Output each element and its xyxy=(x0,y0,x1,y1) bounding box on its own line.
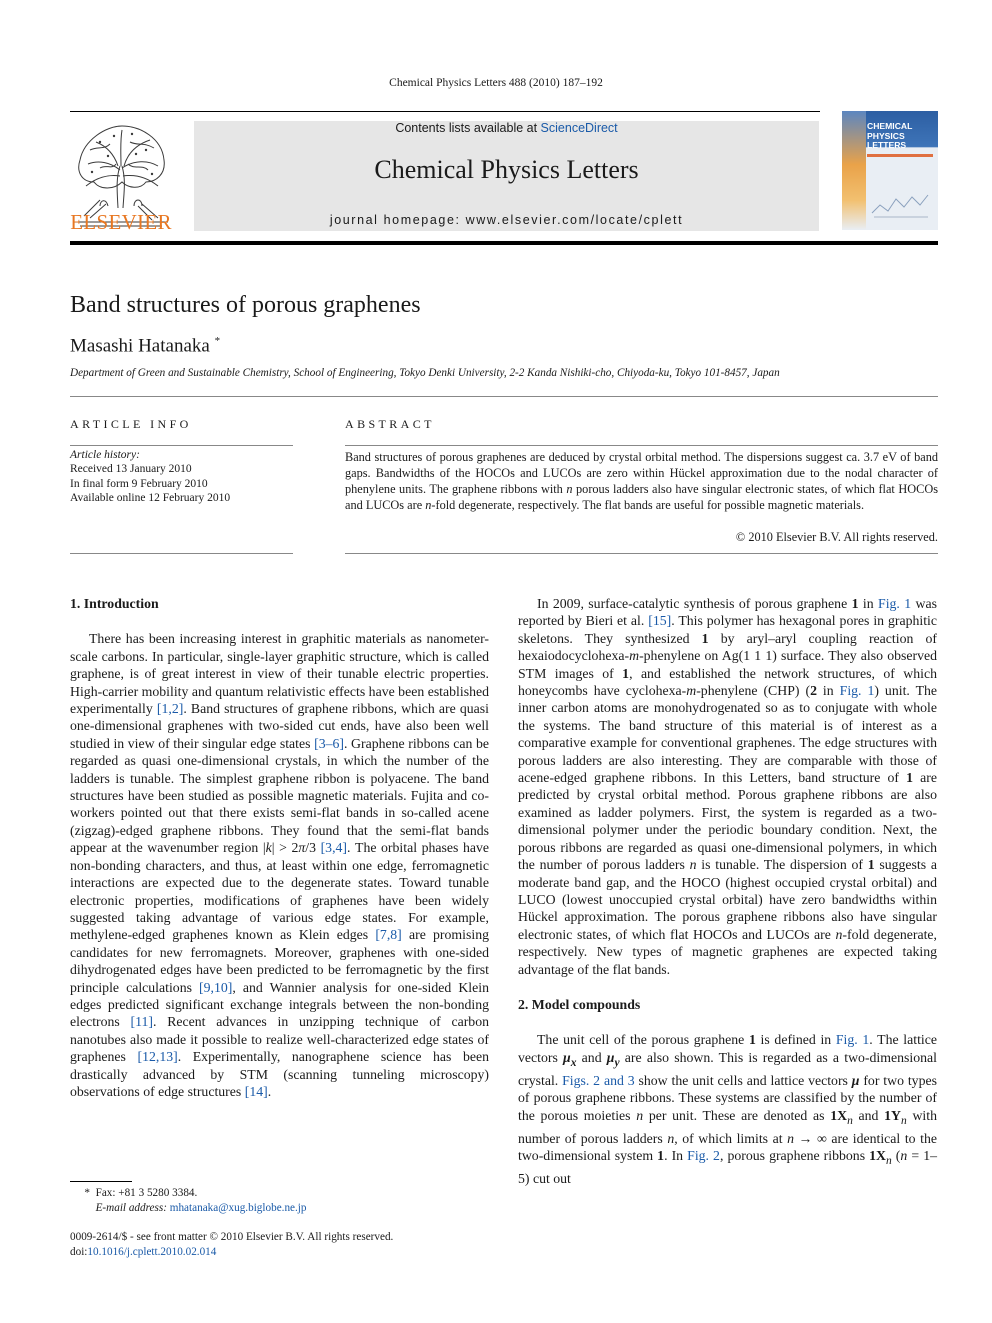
corresponding-author-mark[interactable]: * xyxy=(214,335,221,347)
masthead-rule xyxy=(70,241,938,245)
header-rule xyxy=(70,111,820,112)
received-date: Received 13 January 2010 xyxy=(70,463,192,476)
citation-link[interactable]: [3–6] xyxy=(314,735,344,751)
abstract-fragment: porous ladders also have singular electronic states, of which flat HOCOs and LUCOs are xyxy=(345,482,938,512)
abstract-text xyxy=(345,449,938,513)
cover-title-line: CHEMICAL xyxy=(867,121,913,131)
footnote-marker: * xyxy=(84,1187,90,1199)
article-title: Band structures of porous graphenes xyxy=(70,292,421,318)
intro-paragraph: In 2009, surface-catalytic synthesis of porous graphene 1 in Fig. 1 was reported by Bieri et al. [15]. This polymer has hexagonal pores in graphitic skeletons. They synthesized 1 by aryl–aryl coupling reaction of hexaiodocyclohexa-m-phenylene on Ag(1 1 1) surface. They also observed STM images of 1, and established the network structures, of which honeycombs have cyclohexa-m-phenylene (CHP) (2 in Fig. 1) unit. The inner carbon atoms are monohydrogenated so as to conjugate with whole the systems. The band structure of this material is of interest as a comparative example for conventional graphenes. The edge structures with porous ladders are also interesting. They are comparable with those of acene-edged graphene ribbons. In this Letters, band structure of 1 are predicted by crystal orbital method. Porous graphene ribbons are also examined as ladder polymers. First, the system is regarded as a two-dimensional polymer under the periodic boundary condition. Next, the porous ribbons are regarded as quasi one-dimensional polymers, in which the number of porous ladders n is tunable. The dispersion of 1 suggests a moderate band gap, and the HOCO (highest occupied crystal orbital) and LUCO (lowest unoccupied crystal orbital) have zero bandwidths within Hückel approximation. The porous graphene ribbons also have singular electronic states, of which flat HOCOs and LUCOs are n-fold degenerate, respectively. New types of magnetic graphenes are expected taking advantage of the flat bands. xyxy=(518,596,938,977)
section-heading-model-compounds: 2. Model compounds xyxy=(518,996,641,1012)
online-date: Available online 12 February 2010 xyxy=(70,492,231,505)
citation-link[interactable]: [9,10] xyxy=(199,979,233,995)
journal-citation: Chemical Physics Letters 488 (2010) 187–192 xyxy=(389,77,603,89)
abstract-variable: n xyxy=(425,498,432,512)
article-history xyxy=(70,448,230,506)
citation-link[interactable]: [12,13] xyxy=(137,1049,178,1065)
article-info-heading: ARTICLE INFO xyxy=(70,417,192,431)
footnote-fax: Fax: +81 3 5280 3384. xyxy=(95,1187,198,1199)
doi-link[interactable]: 10.1016/j.cplett.2010.02.014 xyxy=(87,1245,217,1258)
cover-title-line: LETTERS xyxy=(867,140,907,150)
figure-link[interactable]: Fig. 1 xyxy=(878,596,912,611)
citation-link[interactable]: [3,4] xyxy=(320,840,348,856)
figure-link[interactable]: Fig. 1 xyxy=(839,683,875,699)
figure-link[interactable]: Fig. 2 xyxy=(687,1148,720,1164)
history-label: Article history: xyxy=(70,449,140,461)
cover-title xyxy=(867,122,912,151)
elsevier-wordmark[interactable]: ELSEVIER xyxy=(70,210,172,234)
citation-link[interactable]: [14] xyxy=(244,1083,268,1099)
journal-cover-thumbnail[interactable] xyxy=(842,111,938,230)
body-column-right xyxy=(518,595,937,1188)
citation-link[interactable]: [1,2] xyxy=(156,701,184,717)
citation-link[interactable]: [11] xyxy=(130,1014,154,1030)
author-name[interactable]: Masashi Hatanaka xyxy=(70,335,210,357)
journal-title: Chemical Physics Letters xyxy=(374,155,639,184)
author-line xyxy=(70,335,220,357)
journal-homepage[interactable]: journal homepage: www.elsevier.com/locate/cplett xyxy=(329,213,684,227)
doi-prefix: doi: xyxy=(70,1245,88,1258)
abstract-fragment: -fold degenerate, respectively. The flat bands are useful for possible magnetic materials. xyxy=(431,498,865,512)
abstract-heading: ABSTRACT xyxy=(345,417,435,431)
abstract-rule xyxy=(345,445,938,446)
footnote-email-label: E-mail address: xyxy=(95,1202,170,1214)
body-column-left xyxy=(70,595,489,1100)
final-form-date: In final form 9 February 2010 xyxy=(70,477,208,490)
abstract-variable: n xyxy=(566,482,573,496)
figure-link[interactable]: Fig. 1 xyxy=(835,1032,870,1048)
article-info-rule xyxy=(70,553,293,554)
contents-prefix: Contents lists available at xyxy=(395,121,541,135)
cover-title-line: PHYSICS xyxy=(867,130,905,141)
figure-link[interactable]: Figs. 2 and 3 xyxy=(562,1072,635,1088)
section-heading-introduction: 1. Introduction xyxy=(70,596,159,611)
affiliation: Department of Green and Sustainable Chemistry, School of Engineering, Tokyo Denki University, 2-2 Kanda Nishiki-cho, Chiyoda-ku, Tokyo 101-8457, Japan xyxy=(70,367,780,379)
issn-block xyxy=(70,1230,393,1259)
article-info-rule xyxy=(70,445,293,446)
contents-line xyxy=(194,121,819,135)
abstract-fragment: Band structures of porous graphenes are deduced by crystal orbital method. The dispersions suggest ca. 3.7 eV of band gaps. Bandwidths of the HOCOs and LUCOs are zero within Hückel approximation due to the nodal character of phenylene units. The graphene ribbons with xyxy=(345,450,938,496)
cover-stripe xyxy=(842,111,866,230)
cover-accent-bar xyxy=(867,154,933,157)
intro-paragraph: There has been increasing interest in graphitic materials as nanometer-scale carbons. In particular, single-layer graphitic structure, which is called graphene, is of great interest in view of their tunable electric properties. High-carrier mobility and quantum relativistic effects have been established experimentally [1,2]. Band structures of graphene ribbons, which are quasi one-dimensional graphenes with two-sided cut ends, have also been well studied in view of their singular edge states [3–6]. Graphene ribbons can be regarded as quasi one-dimensional crystals, in which the number of the ladders is tunable. The simplest graphene ribbon is polyacene. The band structures have been studied as possible magnetic materials. Fujita and co-workers pointed out that there exists semi-flat bands in so-called acene (zigzag)-edged graphene ribbons. They found that the semi-flat bands appear at the wavenumber region |k| > 2π/3 [3,4]. The orbital phases have non-bonding characters, and thus, at least within one edge, ferromagnetic interactions are expected due to the degenerate states. Toward tunable electronic properties, modifications of graphenes have been widely suggested taking advantage of various edge states. For example, methylene-edged graphenes known as Klein edges [7,8] are promising candidates for new ferromagnets. Moreover, graphenes with one-sided dihydrogenated edges have been predicted to be ferromagnetic by the first principle calculations [9,10], and Wannier analysis for one-sided Klein edges predicted significant exchange integrals between the non-bonding electrons [11]. Recent advances in unzipping technique of carbon nanotubes also made it possible to realize well-characterized edge states of graphenes [12,13]. Experimentally, nanographene science has been drastically advanced by STM (scanning tunneling microscopy) observations of edge structures [14]. xyxy=(70,631,490,1099)
sciencedirect-link[interactable]: ScienceDirect xyxy=(540,121,618,135)
cover-graphic xyxy=(870,187,932,221)
issn-line: 0009-2614/$ - see front matter © 2010 Elsevier B.V. All rights reserved. xyxy=(70,1231,394,1243)
footnote-rule xyxy=(70,1181,132,1182)
citation-link[interactable]: [7,8] xyxy=(375,927,402,943)
author-email-link[interactable]: mhatanaka@xug.biglobe.ne.jp xyxy=(169,1202,307,1214)
abstract-copyright: © 2010 Elsevier B.V. All rights reserved. xyxy=(735,530,938,544)
citation-link[interactable]: [15] xyxy=(648,613,672,629)
title-rule xyxy=(70,396,938,397)
abstract-rule xyxy=(345,553,938,554)
footnote xyxy=(70,1186,307,1216)
model-paragraph: The unit cell of the porous graphene 1 is defined in Fig. 1. The lattice vectors $\mu_x$ and $\mu_y$ are also shown. This is regarded as a two-dimensional crystal. Figs. 2 and 3 show the unit cells and lattice vectors μ for two types of porous graphene ribbons. These systems are classified by the number of the porous moieties n per unit. These are denoted as $1X_n$ and $1Y_n$ with number of porous ladders n, of which limits at n → ∞ are identical to the two-dimensional system 1. In Fig. 2, porous graphene ribbons $1X_n$ (n = 1–5) cut out xyxy=(518,1032,937,1187)
